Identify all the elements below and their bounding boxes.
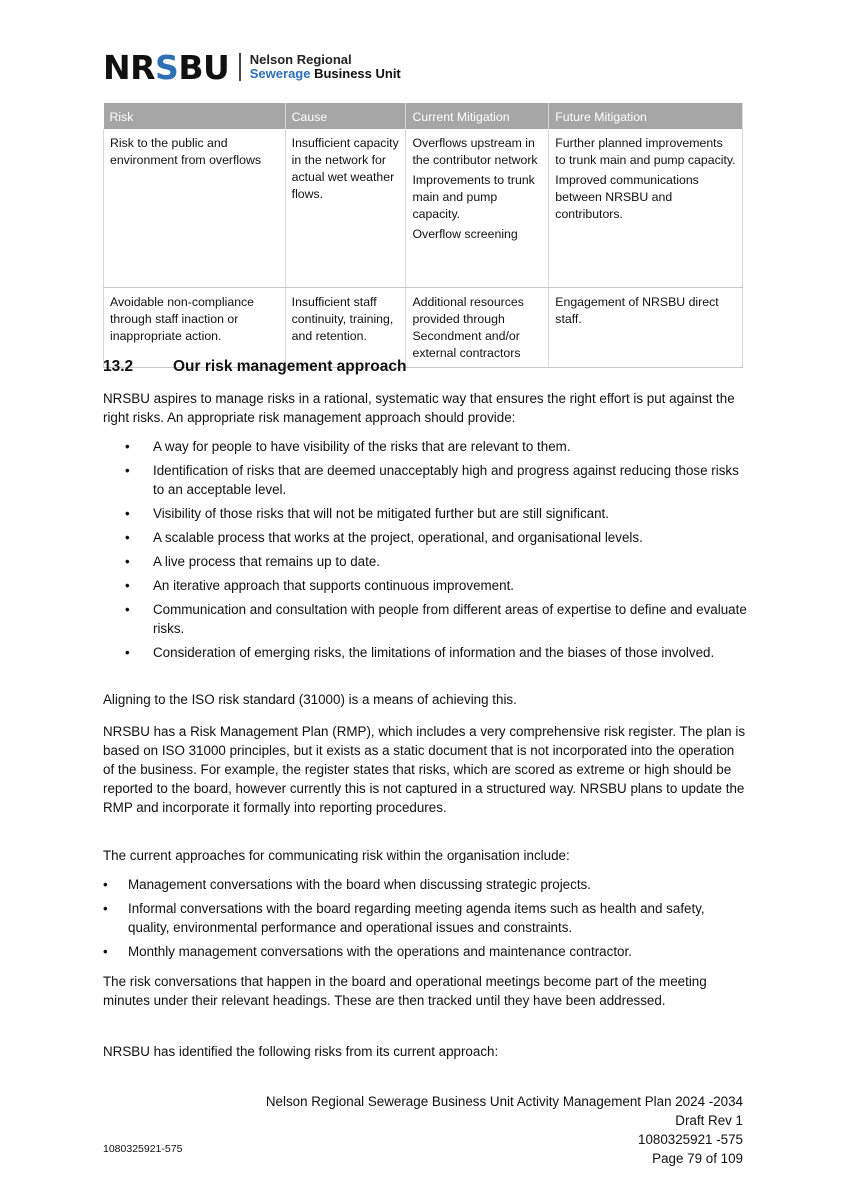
list-item: • Identification of risks that are deemed unacceptably high and progress against reducing those risks to an acceptable level.	[125, 463, 739, 497]
logo-mark: NRSBU	[103, 47, 230, 87]
footer-revision: Draft Rev 1	[675, 1113, 743, 1128]
list-item: • Consideration of emerging risks, the limitations of information and the biases of those involved.	[125, 645, 715, 660]
list-item: • Informal conversations with the board regarding meeting agenda items such as health and safety, quality, environmental performance and operational issues and constraints.	[103, 901, 705, 935]
list-item: • Communication and consultation with people from different areas of expertise to define and evaluate risks.	[125, 602, 747, 636]
bullet-list-provide	[103, 437, 748, 667]
cell-current-mitigation: Additional resources provided through Secondment and/or external contractors	[406, 287, 549, 367]
nrsbu-logo	[103, 47, 401, 87]
logo-line-1: Nelson Regional	[249, 52, 352, 67]
paragraph-conversations: The risk conversations that happen in the board and operational meetings become part of the meeting minutes under their relevant headings. These are then tracked until they have been addressed.	[103, 974, 707, 1008]
list-item: • A live process that remains up to date.	[125, 554, 381, 569]
section-title: Our risk management approach	[173, 358, 407, 375]
logo-text	[250, 53, 401, 81]
list-item: • A way for people to have visibility of the risks that are relevant to them.	[125, 439, 571, 454]
footer-left-code: 1080325921-575	[103, 1143, 183, 1155]
section-number: 13.2	[103, 358, 134, 375]
paragraph-rmp: NRSBU has a Risk Management Plan (RMP), which includes a very comprehensive risk register. The plan is based on ISO 31000 principles, but it exists as a static document that is not incorporated into the operation of the business. For example, the register states that risks, which are scored as extreme or high should be reported to the board, however currently this is not captured in a structured way. NRSBU plans to update the RMP and incorporate it formally into reporting procedures.	[103, 724, 746, 815]
footer-doc-title: Nelson Regional Sewerage Business Unit Activity Management Plan 2024 -2034	[265, 1094, 743, 1109]
risk-table	[103, 103, 743, 368]
cell-current-mitigation: Overflows upstream in the contributor network Improvements to trunk main and pump capacity. Overflow screening	[406, 129, 549, 287]
cell-risk: Avoidable non-compliance through staff inaction or inappropriate action.	[104, 287, 286, 367]
footer-doc-number: 1080325921 -575	[638, 1132, 743, 1147]
bullet-list-approaches	[103, 875, 748, 966]
header-risk: Risk	[104, 103, 286, 129]
header-cause: Cause	[285, 103, 406, 129]
paragraph-intro: NRSBU aspires to manage risks in a rational, systematic way that ensures the right effort is put against the right risks. An appropriate risk management approach should provide:	[103, 391, 735, 425]
page-footer	[266, 1092, 743, 1168]
list-item: • An iterative approach that supports continuous improvement.	[125, 578, 515, 593]
list-item: • A scalable process that works at the project, operational, and organisational levels.	[125, 530, 643, 545]
cell-future-mitigation: Engagement of NRSBU direct staff.	[549, 287, 743, 367]
paragraph-identified: NRSBU has identified the following risks from its current approach:	[103, 1044, 499, 1059]
list-item: • Visibility of those risks that will not be mitigated further but are still significant.	[125, 506, 609, 521]
table-header-row	[104, 103, 743, 129]
list-item: • Management conversations with the board when discussing strategic projects.	[103, 877, 591, 892]
table-row	[104, 287, 743, 367]
cell-cause: Insufficient staff continuity, training, and retention.	[285, 287, 406, 367]
paragraph-current-approaches: The current approaches for communicating risk within the organisation include:	[103, 848, 570, 863]
section-heading	[103, 358, 406, 376]
footer-page-number: Page 79 of 109	[652, 1151, 743, 1166]
cell-risk: Risk to the public and environment from overflows	[104, 129, 286, 287]
cell-cause: Insufficient capacity in the network for actual wet weather flows.	[285, 129, 406, 287]
header-future-mitigation: Future Mitigation	[549, 103, 743, 129]
logo-line-2: Sewerage Business Unit	[249, 66, 401, 81]
paragraph-iso: Aligning to the ISO risk standard (31000) is a means of achieving this.	[103, 692, 517, 707]
logo-divider	[239, 53, 241, 81]
cell-future-mitigation: Further planned improvements to trunk main and pump capacity. Improved communications between NRSBU and contributors.	[549, 129, 743, 287]
list-item: • Monthly management conversations with the operations and maintenance contractor.	[103, 944, 632, 959]
header-current-mitigation: Current Mitigation	[406, 103, 549, 129]
table-row	[104, 129, 743, 287]
